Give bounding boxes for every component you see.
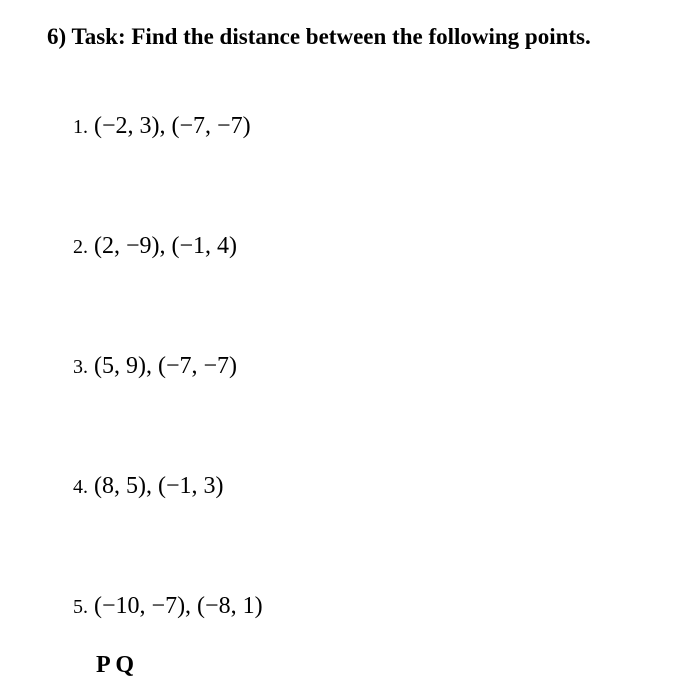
- problem-points: (−2, 3), (−7, −7): [94, 113, 251, 139]
- problem-points: (−10, −7), (−8, 1): [94, 593, 263, 619]
- problem-number: 2.: [73, 236, 88, 258]
- pq-label: P Q: [96, 652, 135, 678]
- problem-item: [73, 113, 251, 140]
- problem-item: [73, 353, 237, 380]
- problem-points: (8, 5), (−1, 3): [94, 473, 224, 499]
- task-title: 6) Task: Find the distance between the following points.: [47, 24, 591, 49]
- problem-points: (2, −9), (−1, 4): [94, 233, 238, 259]
- problem-item: [73, 233, 237, 260]
- problem-item: [73, 593, 263, 620]
- problem-number: 5.: [73, 596, 88, 618]
- problem-number: 3.: [73, 356, 88, 378]
- problem-points: (5, 9), (−7, −7): [94, 353, 238, 379]
- problem-number: 1.: [73, 116, 88, 138]
- problem-item: [73, 473, 224, 500]
- problem-number: 4.: [73, 476, 88, 498]
